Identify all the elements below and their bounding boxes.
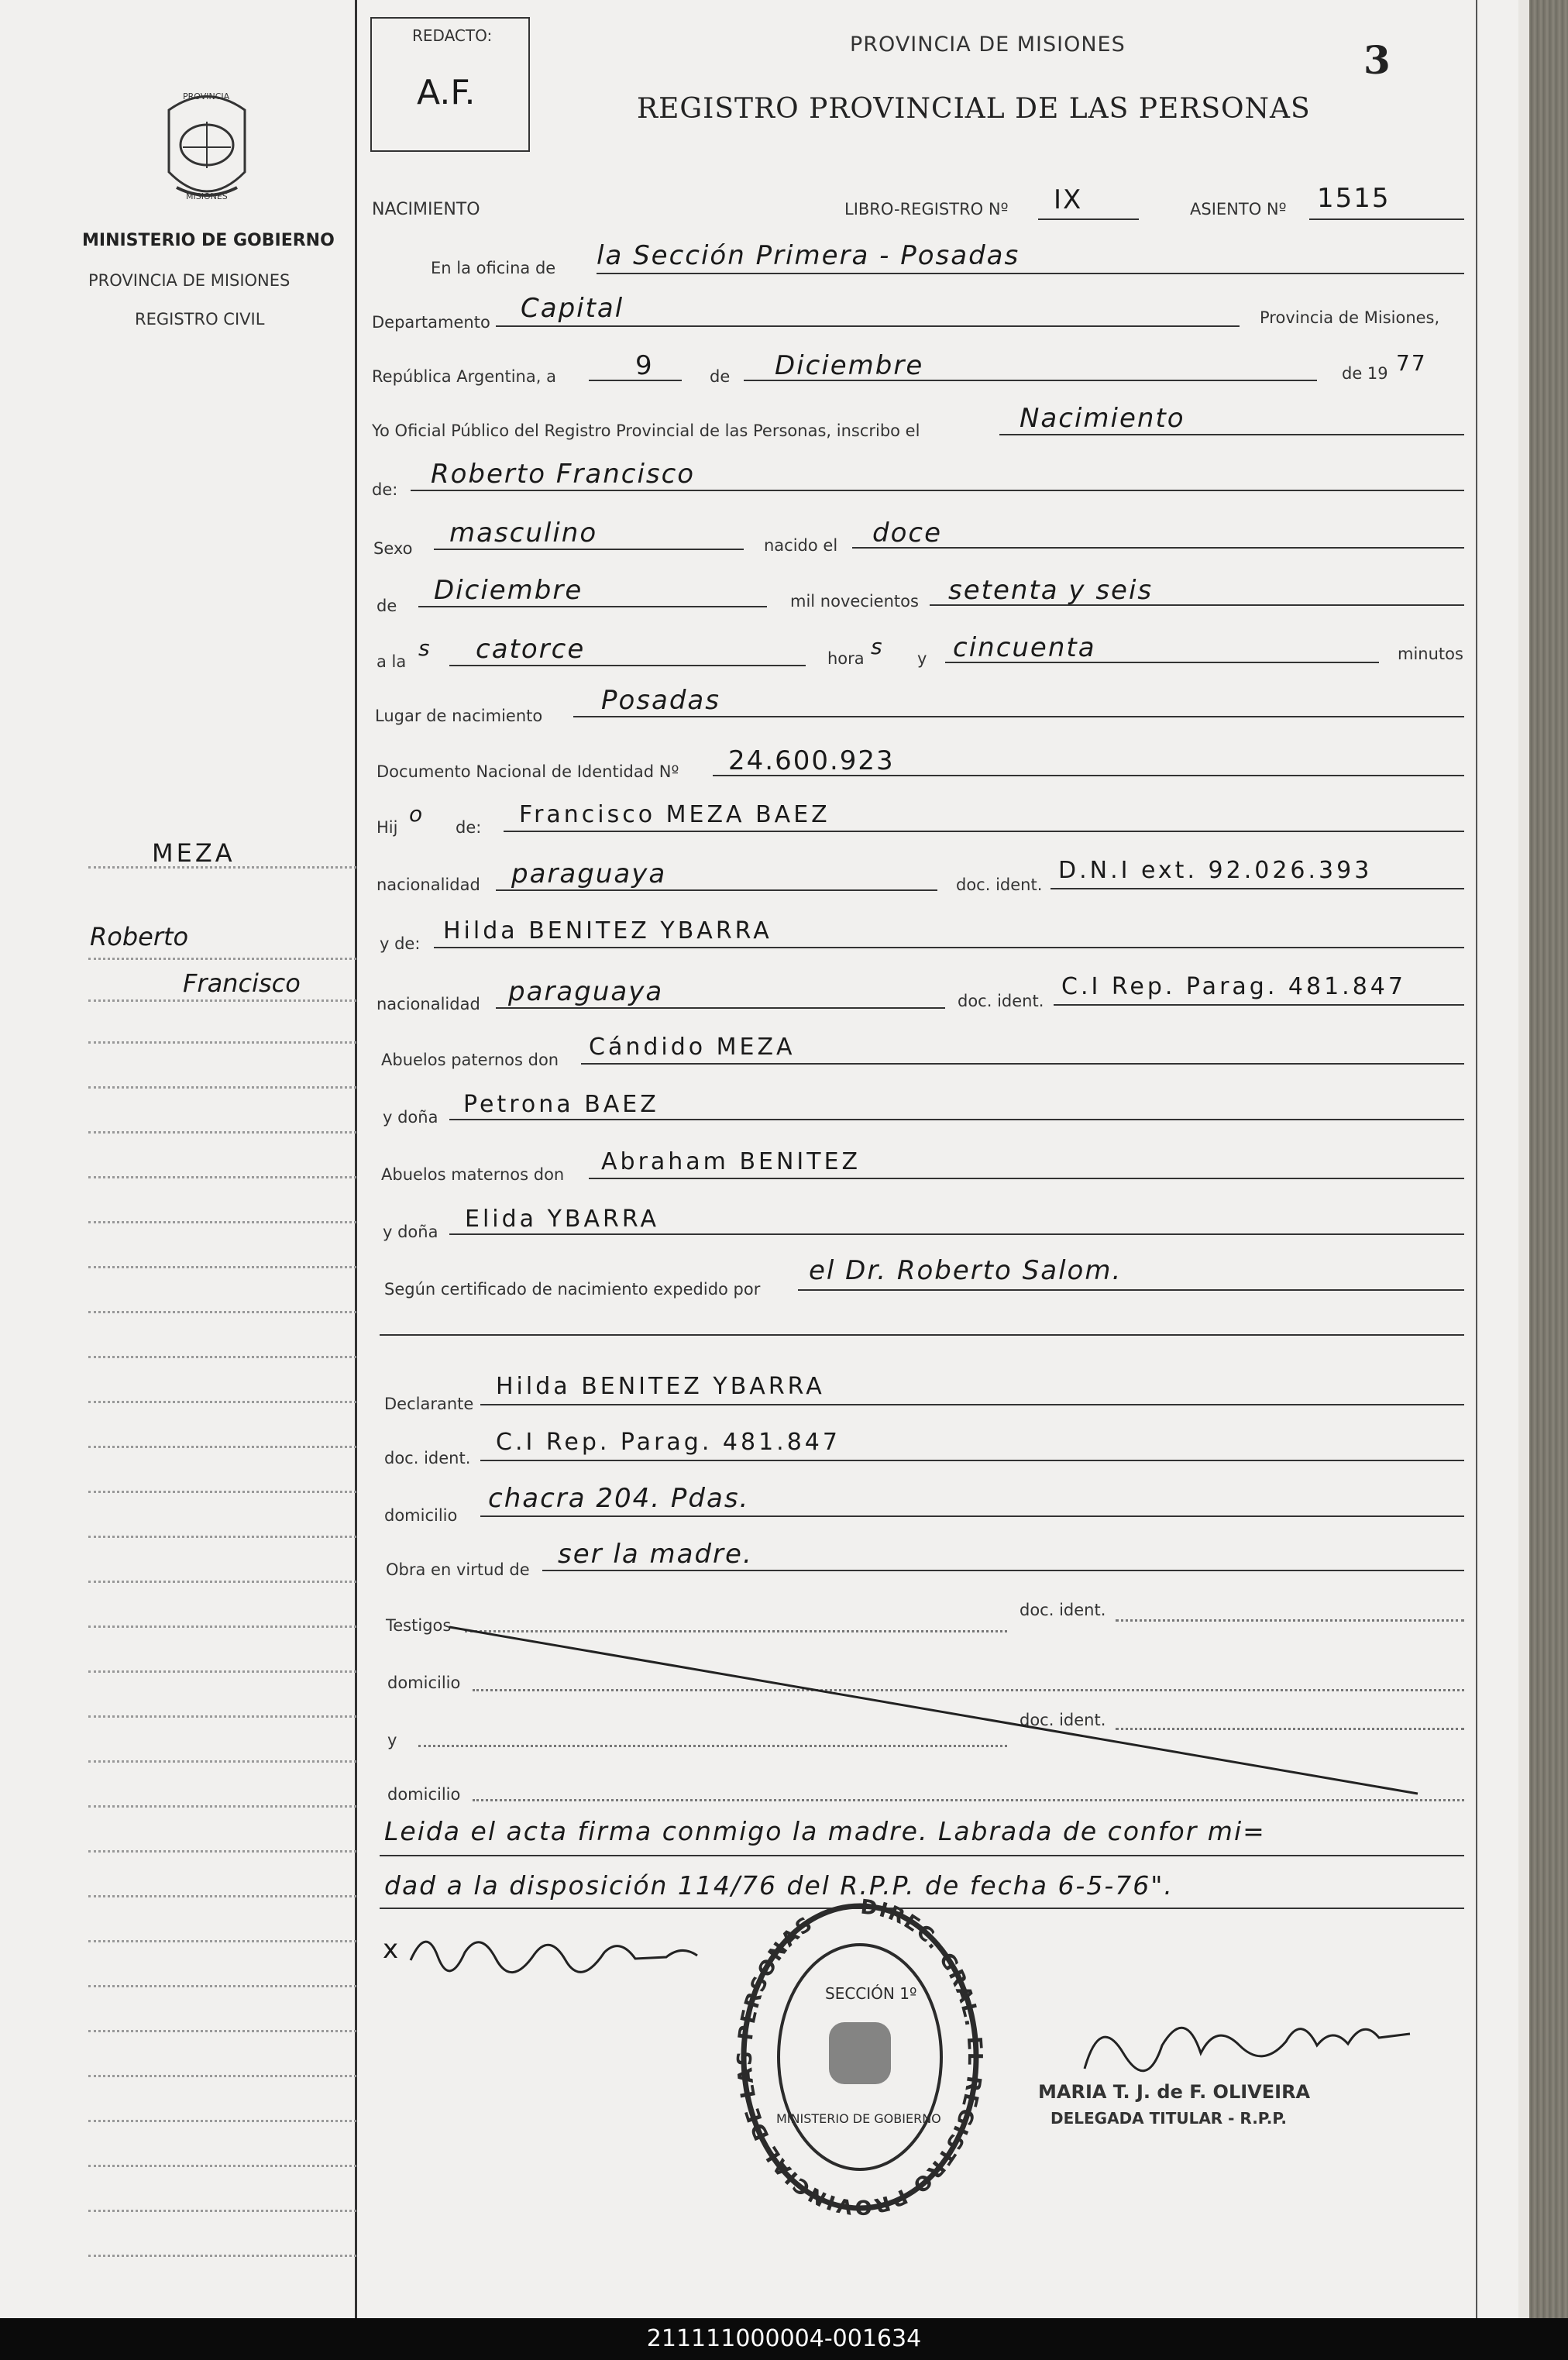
- margin-line: [88, 1985, 356, 1987]
- margin-line: [88, 1850, 356, 1853]
- nombre-value: Roberto Francisco: [431, 459, 696, 490]
- registro-civil: REGISTRO CIVIL: [135, 310, 265, 329]
- departamento-value: Capital: [521, 293, 624, 324]
- de-label: de: [710, 367, 731, 386]
- margin-line: [88, 1626, 356, 1628]
- mil-label: mil novecientos: [790, 592, 919, 611]
- republica-label: República Argentina, a: [372, 367, 556, 386]
- oficial-label: Yo Oficial Público del Registro Provincial de las Personas, inscribo el: [372, 421, 920, 440]
- official-stamp: [728, 1890, 992, 2216]
- ala-suffix: s: [418, 635, 432, 661]
- margin-line: [88, 1670, 356, 1673]
- de3-label: de: [377, 597, 397, 615]
- anio-nac-value: setenta y seis: [948, 575, 1154, 606]
- margin-line: [88, 1311, 356, 1313]
- margin-name1: Roberto: [90, 922, 189, 951]
- margin-line: [88, 1715, 356, 1718]
- margin-line: [88, 1176, 356, 1178]
- signature-mark: x: [383, 1934, 401, 1965]
- margin-line: [88, 1401, 356, 1403]
- abuelos-pat-label: Abuelos paternos don: [381, 1051, 559, 1069]
- margin-line: [88, 999, 356, 1002]
- ministerio-title: MINISTERIO DE GOBIERNO: [82, 231, 335, 250]
- doc-madre-value: C.I Rep. Parag. 481.847: [1061, 973, 1406, 1000]
- margin-line: [88, 1041, 356, 1044]
- margin-line: [88, 2210, 356, 2212]
- departamento-label: Departamento: [372, 313, 490, 332]
- registro-heading: REGISTRO PROVINCIAL DE LAS PERSONAS: [637, 93, 1311, 125]
- margin-line: [88, 1446, 356, 1448]
- provincia-heading: PROVINCIA DE MISIONES: [850, 33, 1126, 57]
- declarante-label: Declarante: [384, 1395, 474, 1413]
- margin-line: [88, 1805, 356, 1808]
- domicilio-label: domicilio: [387, 1674, 461, 1692]
- margin-line: [88, 2075, 356, 2077]
- ydona-label: y doña: [383, 1108, 438, 1127]
- oficina-label: En la oficina de: [431, 259, 556, 277]
- libro-label: LIBRO-REGISTRO Nº: [844, 200, 1009, 218]
- libro-value: IX: [1054, 184, 1083, 215]
- oficina-value: la Sección Primera - Posadas: [597, 240, 1020, 271]
- nac-madre-value: paraguaya: [508, 976, 664, 1007]
- docident-label: doc. ident.: [384, 1449, 471, 1467]
- inscripcion-value: Nacimiento: [1020, 403, 1185, 434]
- docident-label: doc. ident.: [1020, 1601, 1106, 1619]
- stamp-seccion: SECCIÓN 1º: [825, 1984, 917, 2003]
- abuela-mat-value: Elida YBARRA: [465, 1206, 660, 1233]
- official-signature: [1069, 1999, 1425, 2084]
- margin-name2: Francisco: [183, 968, 301, 998]
- abuelo-pat-value: Cándido MEZA: [589, 1034, 796, 1061]
- margin-line: [88, 1536, 356, 1538]
- footer-id: 211111000004-001634: [0, 2318, 1568, 2360]
- hijo-label: Hij: [377, 818, 398, 837]
- abuelo-mat-value: Abraham BENITEZ: [601, 1148, 861, 1175]
- mes-nac-value: Diciembre: [434, 575, 583, 606]
- seal-bottom-text: MISIONES: [186, 191, 228, 201]
- redacto-value: A.F.: [417, 73, 476, 112]
- abuelos-mat-label: Abuelos maternos don: [381, 1165, 565, 1184]
- provincia-left: PROVINCIA DE MISIONES: [88, 271, 291, 290]
- provincia-suffix: Provincia de Misiones,: [1260, 308, 1440, 327]
- redacto-box: [370, 17, 530, 152]
- y2-label: y: [387, 1731, 397, 1749]
- ydona-label: y doña: [383, 1223, 438, 1241]
- margin-line: [88, 1221, 356, 1223]
- margin-line: [88, 1266, 356, 1268]
- redacto-label: REDACTO:: [412, 26, 493, 45]
- right-margin-line: [1476, 0, 1477, 2318]
- lugar-value: Posadas: [601, 685, 720, 716]
- doc-declarante-value: C.I Rep. Parag. 481.847: [496, 1429, 841, 1456]
- hijo-de-label: de:: [456, 818, 482, 837]
- asiento-label: ASIENTO Nº: [1190, 200, 1287, 218]
- de2-label: de:: [372, 480, 398, 499]
- minutos-value: cincuenta: [953, 632, 1096, 663]
- nacionalidad-label: nacionalidad: [377, 876, 480, 894]
- padre-value: Francisco MEZA BAEZ: [519, 801, 830, 828]
- margin-line: [88, 1131, 356, 1134]
- hora-value: catorce: [476, 634, 586, 665]
- page-number: 3: [1363, 37, 1391, 83]
- margin-line: [88, 1940, 356, 1942]
- margin-line: [88, 958, 356, 960]
- abuela-pat-value: Petrona BAEZ: [463, 1091, 659, 1118]
- sexo-label: Sexo: [373, 539, 413, 558]
- sexo-value: masculino: [449, 518, 598, 549]
- crossout-line: [449, 1619, 1425, 1805]
- ala-label: a la: [377, 652, 407, 671]
- nacimiento-label: NACIMIENTO: [372, 200, 480, 219]
- nacido-value: doce: [872, 518, 942, 549]
- margin-line: [88, 1760, 356, 1763]
- obra-value: ser la madre.: [558, 1539, 753, 1570]
- domicilio-label: domicilio: [387, 1785, 461, 1804]
- asiento-value: 1515: [1317, 183, 1391, 214]
- anio-value: 77: [1396, 350, 1427, 376]
- dni-value: 24.600.923: [728, 745, 895, 776]
- margin-line: [88, 1491, 356, 1493]
- official-name: MARIA T. J. de F. OLIVEIRA: [1038, 2081, 1311, 2103]
- seal-top-text: PROVINCIA: [183, 91, 230, 101]
- anio-label: de 19: [1342, 364, 1388, 383]
- declarante-value: Hilda BENITEZ YBARRA: [496, 1373, 825, 1400]
- certificado-label: Según certificado de nacimiento expedido por: [384, 1280, 761, 1299]
- nac-padre-value: paraguaya: [511, 858, 667, 889]
- horas-label: hora: [827, 649, 865, 668]
- note-line-1: Leida el acta firma conmigo la madre. Labrada de confor mi=: [384, 1816, 1266, 1846]
- horas-suffix: s: [871, 634, 884, 659]
- book-binding: [1518, 0, 1568, 2318]
- stamp-inner-text: MINISTERIO DE GOBIERNO: [776, 2111, 941, 2126]
- minutos-label: minutos: [1398, 645, 1463, 663]
- margin-line: [88, 1086, 356, 1089]
- docident-label: doc. ident.: [958, 992, 1044, 1010]
- certificado-value: el Dr. Roberto Salom.: [809, 1255, 1123, 1286]
- mes-value: Diciembre: [775, 350, 924, 381]
- margin-surname: MEZA: [152, 838, 236, 868]
- obra-label: Obra en virtud de: [386, 1560, 530, 1579]
- margin-line: [88, 2165, 356, 2167]
- mother-signature: [403, 1921, 713, 1976]
- yde-label: y de:: [380, 934, 421, 953]
- lugar-label: Lugar de nacimiento: [375, 707, 543, 725]
- stamp-outer-text: DIREC. GRAL. EL REGISTRO PROVINCIAL DE LAS PERSONAS: [733, 1895, 987, 2216]
- domicilio-label: domicilio: [384, 1506, 458, 1525]
- margin-line: [88, 1581, 356, 1583]
- margin-line: [88, 866, 356, 869]
- dia-value: 9: [635, 350, 654, 381]
- docident-label: doc. ident.: [1020, 1711, 1106, 1729]
- dni-label: Documento Nacional de Identidad Nº: [377, 762, 679, 781]
- doc-padre-value: D.N.I ext. 92.026.393: [1058, 857, 1373, 884]
- nacido-label: nacido el: [764, 536, 838, 555]
- margin-line: [88, 1895, 356, 1897]
- docident-label: doc. ident.: [956, 876, 1043, 894]
- madre-value: Hilda BENITEZ YBARRA: [443, 917, 772, 944]
- domicilio-value: chacra 204. Pdas.: [488, 1483, 750, 1514]
- margin-line: [88, 1356, 356, 1358]
- margin-line: [88, 2120, 356, 2122]
- hijo-suffix: o: [409, 801, 425, 827]
- y-label: y: [917, 649, 927, 668]
- testigos-label: Testigos: [386, 1616, 452, 1635]
- left-margin-line: [355, 0, 357, 2318]
- note-line-2: dad a la disposición 114/76 del R.P.P. de fecha 6-5-76".: [384, 1870, 1174, 1901]
- margin-line: [88, 2030, 356, 2032]
- margin-line: [88, 2255, 356, 2257]
- official-title: DELEGADA TITULAR - R.P.P.: [1050, 2109, 1287, 2128]
- nacionalidad-label: nacionalidad: [377, 995, 480, 1013]
